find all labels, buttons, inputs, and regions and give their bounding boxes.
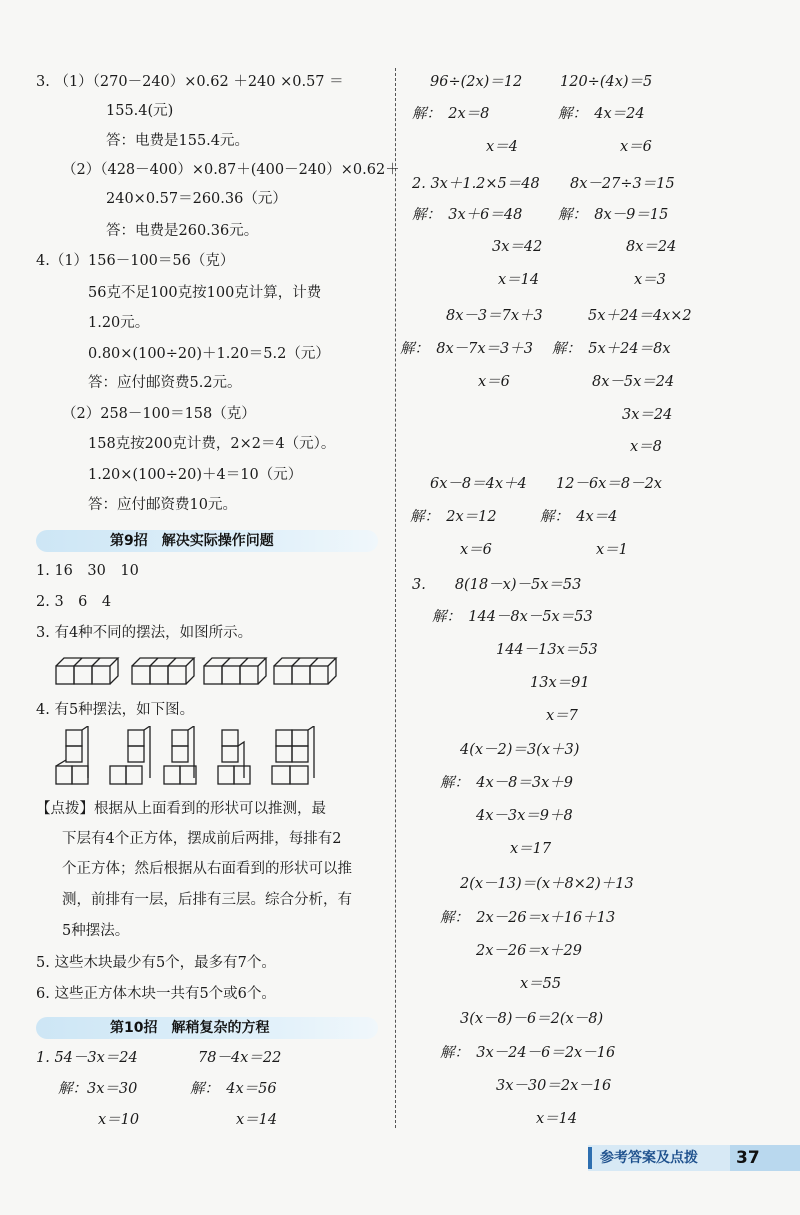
s10-q1d: 解： 4x＝56	[190, 1081, 277, 1097]
r-q3d-line2: 解： 3x－24－6＝2x－16	[440, 1045, 616, 1061]
r-q3b-line4: x＝17	[510, 841, 552, 857]
r-eq10b: 8x－5x＝24	[592, 374, 675, 390]
r-eq8b: 5x＋24＝4x×2	[588, 308, 692, 324]
r-eq2b: 解： 4x＝24	[558, 106, 645, 122]
q4-2-answer: 答：应付邮资费10元。	[88, 497, 237, 513]
s9-q6: 6. 这些正方体木块一共有5个或6个。	[36, 986, 276, 1002]
r-eq10a: x＝6	[478, 374, 510, 390]
r-eq14a: 解： 2x＝12	[410, 509, 497, 525]
s9-q1: 1. 16 30 10	[36, 563, 139, 579]
s10-q1b: 78－4x＝22	[198, 1050, 282, 1066]
q3-2-line1: （2）（428－400）×0.87＋(400－240）×0.62＋	[62, 162, 400, 178]
tip-line4: 测，前排有一层，后排有三层。综合分析，有	[62, 892, 352, 908]
r-eq3a: x＝4	[486, 139, 518, 155]
column-divider	[395, 68, 396, 1128]
r-q3-line5: x＝7	[546, 708, 578, 724]
s10-q1c: 解：3x＝30	[58, 1081, 138, 1097]
q3-1-line2: 155.4(元)	[106, 103, 174, 119]
s9-q3: 3. 有4种不同的摆法，如图所示。	[36, 625, 253, 641]
q3-2-line2: 240×0.57＝260.36（元）	[106, 191, 287, 207]
r-q3d-line4: x＝14	[536, 1111, 578, 1127]
r-q3-line1: 3. 8(18－x)－5x＝53	[412, 577, 582, 593]
r-eq13a: 6x－8＝4x＋4	[430, 476, 527, 492]
s9-q4: 4. 有5种摆法，如下图。	[36, 702, 195, 718]
r-eq14b: 解： 4x＝4	[540, 509, 618, 525]
r-q3c-line1: 2(x－13)＝(x＋8×2)＋13	[460, 876, 634, 892]
footer-accent	[588, 1147, 592, 1169]
r-eq13b: 12－6x＝8－2x	[556, 476, 662, 492]
r-eq2a: 解： 2x＝8	[412, 106, 490, 122]
r-q3c-line4: x＝55	[520, 976, 562, 992]
r-eq6b: 8x＝24	[626, 239, 677, 255]
q4-2-line3: 1.20×(100÷20)＋4＝10（元）	[88, 467, 303, 483]
q3-1-line1: 3. （1）（270－240）×0.62 ＋240 ×0.57 ＝	[36, 74, 344, 90]
tip-line5: 5种摆法。	[62, 923, 130, 939]
r-eq1a: 96÷(2x)＝12	[430, 74, 523, 90]
section-10-title: 第10招 解稍复杂的方程	[110, 1020, 270, 1036]
r-q3d-line3: 3x－30＝2x－16	[496, 1078, 612, 1094]
r-q3c-line3: 2x－26＝x＋29	[476, 943, 582, 959]
s9-q5: 5. 这些木块最少有5个，最多有7个。	[36, 955, 276, 971]
s10-q1a: 1. 54－3x＝24	[36, 1050, 138, 1066]
q4-1-line3: 1.20元。	[88, 315, 150, 331]
r-eq1b: 120÷(4x)＝5	[560, 74, 653, 90]
r-eq11b: 3x＝24	[622, 407, 673, 423]
r-eq8a: 8x－3＝7x＋3	[446, 308, 543, 324]
r-eq7b: x＝3	[634, 272, 666, 288]
q4-1-line2: 56克不足100克按100克计算，计费	[88, 285, 322, 301]
r-q3b-line3: 4x－3x＝9＋8	[476, 808, 573, 824]
r-q3b-line2: 解： 4x－8＝3x＋9	[440, 775, 574, 791]
q4-1-line4: 0.80×(100÷20)＋1.20＝5.2（元）	[88, 346, 330, 362]
r-eq15a: x＝6	[460, 542, 492, 558]
q4-1-answer: 答：应付邮资费5.2元。	[88, 375, 242, 391]
page-number: 37	[730, 1145, 800, 1171]
q4-2-line2: 158克按200克计费，2×2＝4（元）。	[88, 436, 336, 452]
four-arrangements-figure	[52, 650, 342, 690]
r-eq5b: 解： 8x－9＝15	[558, 207, 669, 223]
r-q3b-line1: 4(x－2)＝3(x＋3)	[460, 742, 580, 758]
five-arrangements-figure	[52, 726, 322, 788]
tip-line1: 【点拨】根据从上面看到的形状可以推测，最	[36, 801, 326, 817]
r-q3c-line2: 解： 2x－26＝x＋16＋13	[440, 910, 616, 926]
s9-q2: 2. 3 6 4	[36, 594, 112, 610]
tip-line3: 个正方体；然后根据从右面看到的形状可以推	[62, 861, 352, 877]
section-9-title: 第9招 解决实际操作问题	[110, 533, 274, 549]
q3-1-answer: 答：电费是155.4元。	[106, 133, 250, 149]
footer-label: 参考答案及点拨	[600, 1150, 698, 1166]
s10-q1e: x＝10	[98, 1112, 140, 1128]
r-eq4a: 2. 3x＋1.2×5＝48	[412, 176, 540, 192]
q4-2-line1: （2）258－100＝158（克）	[62, 406, 256, 422]
r-eq5a: 解： 3x＋6＝48	[412, 207, 523, 223]
r-eq9a: 解： 8x－7x＝3＋3	[400, 341, 534, 357]
tip-line2: 下层有4个正方体，摆成前后两排，每排有2	[62, 831, 342, 847]
r-q3-line4: 13x＝91	[530, 675, 590, 691]
r-eq7a: x＝14	[498, 272, 540, 288]
q3-2-answer: 答：电费是260.36元。	[106, 223, 259, 239]
r-eq4b: 8x－27÷3＝15	[570, 176, 675, 192]
r-q3d-line1: 3(x－8)－6＝2(x－8)	[460, 1011, 604, 1027]
s10-q1f: x＝14	[236, 1112, 278, 1128]
r-eq12b: x＝8	[630, 439, 662, 455]
r-q3-line3: 144－13x＝53	[496, 642, 598, 658]
r-eq3b: x＝6	[620, 139, 652, 155]
r-q3-line2: 解： 144－8x－5x＝53	[432, 609, 593, 625]
r-eq9b: 解： 5x＋24＝8x	[552, 341, 671, 357]
r-eq15b: x＝1	[596, 542, 628, 558]
q4-1-line1: 4.（1）156－100＝56（克）	[36, 253, 235, 269]
r-eq6a: 3x＝42	[492, 239, 543, 255]
